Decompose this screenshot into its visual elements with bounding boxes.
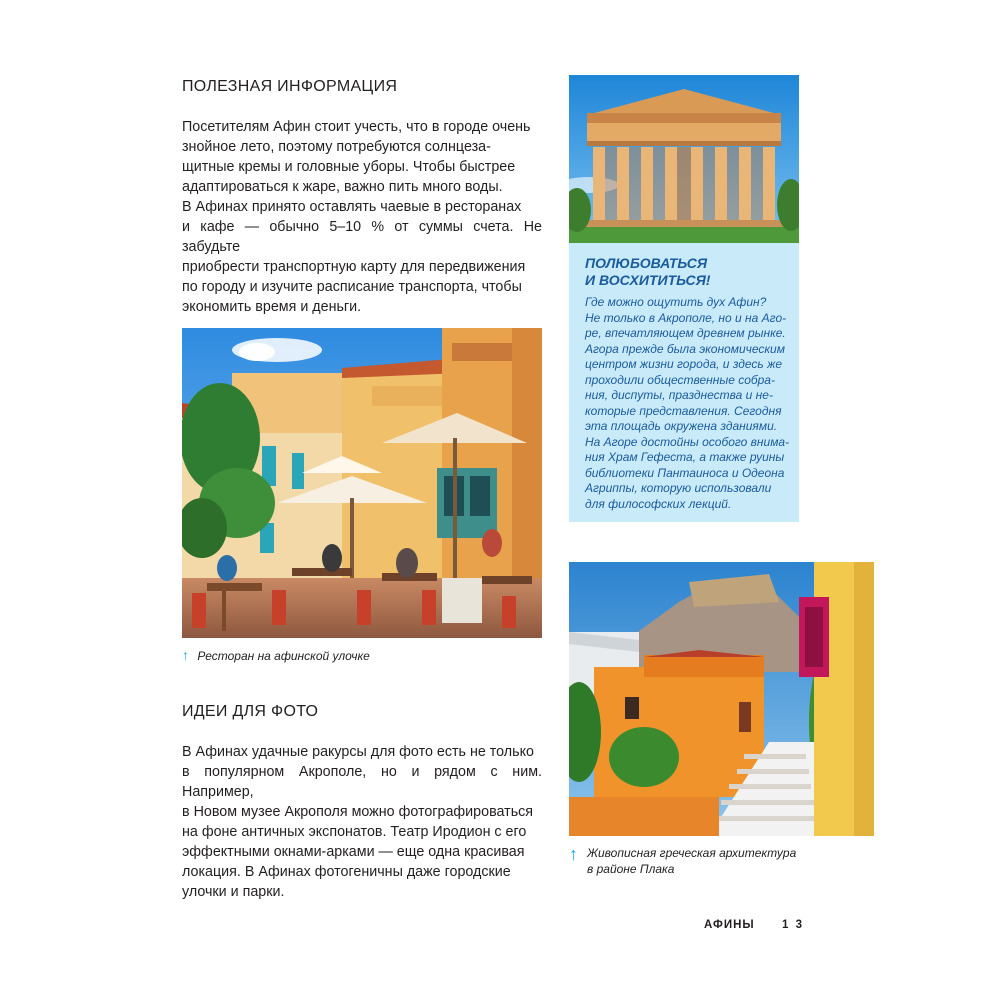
- arrow-up-icon: ↑: [182, 647, 189, 663]
- photo-ideas-text: [182, 742, 542, 902]
- info-sidebar: [569, 243, 799, 522]
- section-heading-photo-ideas: ИДЕИ ДЛЯ ФОТО: [182, 703, 319, 720]
- text-line: Посетителям Афин стоит учесть, что в городе очень: [182, 119, 531, 135]
- text-line: в Новом музее Акрополя можно фотографироваться: [182, 804, 534, 820]
- restaurant-photo: [182, 328, 542, 638]
- plaka-photo: [569, 562, 874, 836]
- running-footer-section: АФИНЫ: [704, 919, 755, 931]
- text-line: щитные кремы и головные уборы. Чтобы быстрее: [182, 159, 516, 175]
- sidebar-text: Где можно ощутить дух Афин? Не только в Акрополе, но и на Аго- ре, впечатляющем древнем рынке. Агора прежде была экономическим центром жизни города, и здесь же проходили общественные собра- ния, диспуты, празднества и не- которые представления. Сегодня эта площадь окружена зданиями. На Агоре достойны особого внима- ния Храм Гефеста, а также руины библиотеки Пантаиноса и Одеона Агриппы, которую использовали для философских лекций.: [585, 295, 790, 511]
- text-line: эффектными окнами-арками — еще одна красивая: [182, 844, 525, 860]
- arrow-up-icon: ↑: [569, 844, 578, 864]
- text-line: по городу и изучите расписание транспорта, чтобы: [182, 279, 522, 295]
- text-line: В Афинах удачные ракурсы для фото есть не только: [182, 744, 534, 760]
- sidebar-title: ПОЛЮБОВАТЬСЯ И ВОСХИТИТЬСЯ!: [585, 255, 711, 288]
- plaka-photo-caption: ↑ Живописная греческая архитектура в районе Плака: [569, 844, 797, 876]
- text-line: В Афинах принято оставлять чаевые в ресторанах: [182, 199, 522, 215]
- restaurant-photo-caption: ↑ Ресторан на афинской улочке: [182, 647, 370, 663]
- text-line: локация. В Афинах фотогеничны даже городские: [182, 864, 511, 880]
- text-line: приобрести транспортную карту для передвижения: [182, 259, 526, 275]
- text-line: улочки и парки.: [182, 884, 285, 900]
- section-heading-useful-info: ПОЛЕЗНАЯ ИНФОРМАЦИЯ: [182, 78, 398, 95]
- text-line: адаптироваться к жаре, важно пить много воды.: [182, 179, 503, 195]
- useful-info-text: [182, 117, 542, 317]
- text-line: на фоне античных экспонатов. Театр Иродион с его: [182, 824, 527, 840]
- page-number: 1 3: [782, 919, 804, 931]
- temple-photo: [569, 75, 799, 243]
- text-line: и кафе — обычно 5–10 % от суммы счета. Не забудьте: [182, 219, 542, 255]
- text-line: в популярном Акрополе, но и рядом с ним. Например,: [182, 764, 542, 800]
- text-line: знойное лето, поэтому потребуются солнцеза-: [182, 139, 491, 155]
- text-line: экономить время и деньги.: [182, 299, 362, 315]
